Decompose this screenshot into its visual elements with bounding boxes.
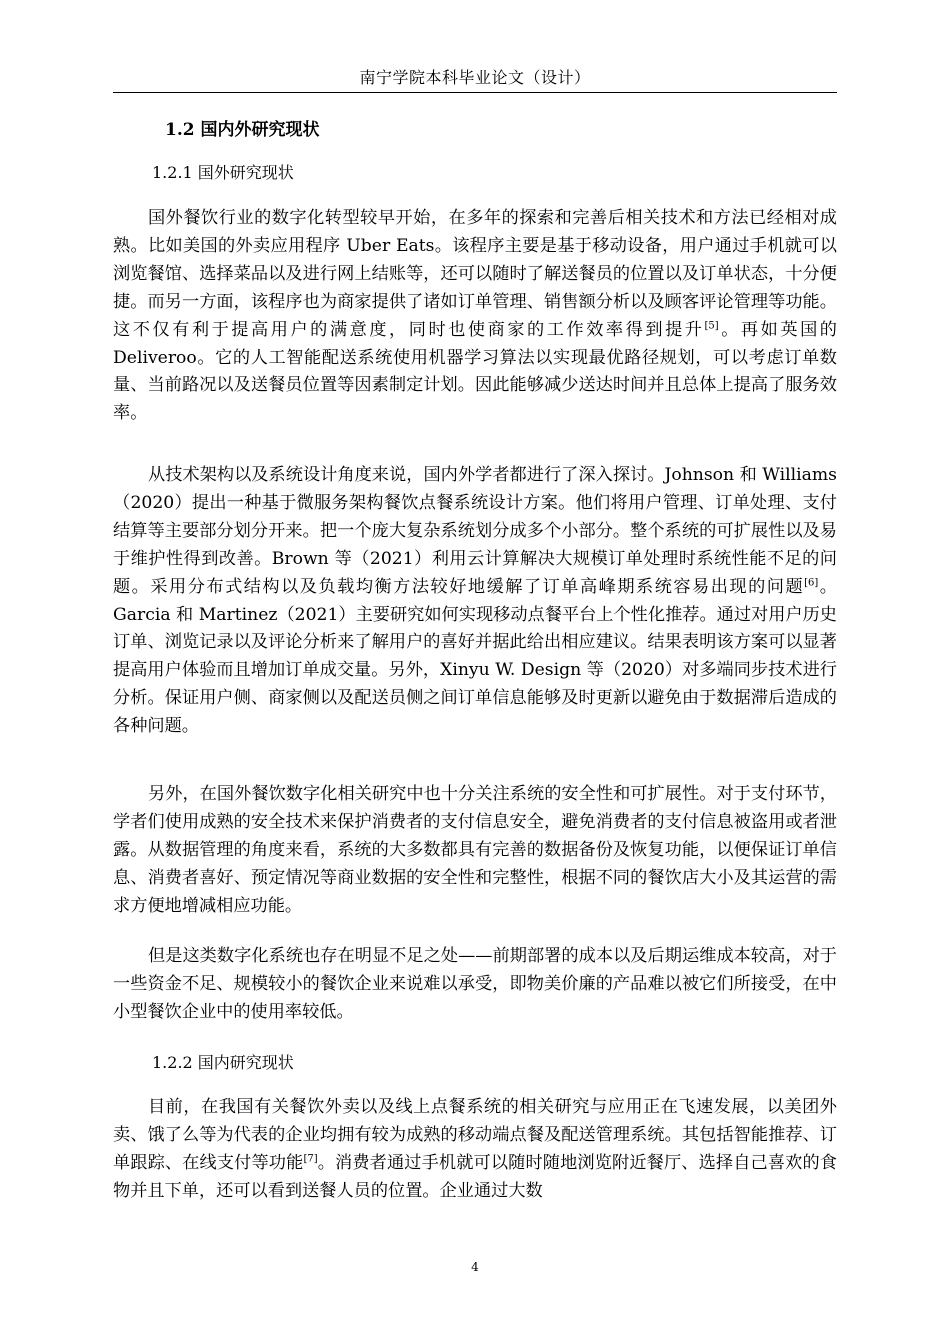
paragraph-foreign-4 xyxy=(113,943,837,1027)
paragraph-text: 国外餐饮行业的数字化转型较早开始，在多年的探索和完善后相关技术和方法已经相对成熟。比如美国的外卖应用程序 Uber Eats。该程序主要是基于移动设备，用户通过手机就可以浏览餐馆、选择菜品以及进行网上结账等，还可以随时了解送餐员的位置以及订单状态，十分便捷。而另一方面，该程序也为商家提供了诸如订单管理、销售额分析以及顾客评论管理等功能。这不仅有利于提高用户的满意度，同时也使商家的工作效率得到提升 xyxy=(113,208,837,340)
paragraph-text: 但是这类数字化系统也存在明显不足之处——前期部署的成本以及后期运维成本较高，对于一些资金不足、规模较小的餐饮企业来说难以承受，即物美价廉的产品难以被它们所接受，在中小型餐饮企业中的使用率较低。 xyxy=(113,946,837,1022)
paragraph-text: 另外，在国外餐饮数字化相关研究中也十分关注系统的安全性和可扩展性。对于支付环节，学者们使用成熟的安全技术来保护消费者的支付信息安全，避免消费者的支付信息被盗用或者泄露。从数据管理的角度来看，系统的大多数都具有完善的数据备份及恢复功能，以便保证订单信息、消费者喜好、预定情况等商业数据的安全性和完整性，根据不同的餐饮店大小及其运营的需求方便地增减相应功能。 xyxy=(113,784,837,916)
paragraph-text: 从技术架构以及系统设计角度来说，国内外学者都进行了深入探讨。Johnson 和 Williams（2020）提出一种基于微服务架构餐饮点餐系统设计方案。他们将用户管理、订单处理、支付结算等主要部分划分开来。把一个庞大复杂系统划分成多个小部分。整个系统的可扩展性以及易于维护性得到改善。Brown 等（2021）利用云计算解决大规模订单处理时系统性能不足的问题。采用分布式结构以及负载均衡方法较好地缓解了订单高峰期系统容易出现的问题 xyxy=(113,465,837,597)
paragraph-text: 。消费者通过手机就可以随时随地浏览附近餐厅、选择自己喜欢的食物并且下单，还可以看到送餐人员的位置。企业通过大数 xyxy=(113,1152,837,1201)
citation-ref: [5] xyxy=(704,319,719,331)
subsection-heading-foreign: 1.2.1 国外研究现状 xyxy=(152,163,294,182)
header-rule xyxy=(113,92,837,93)
citation-ref: [6] xyxy=(804,576,819,588)
paragraph-domestic-1 xyxy=(113,1094,837,1206)
section-heading: 1.2 国内外研究现状 xyxy=(165,120,320,140)
subsection-heading-domestic: 1.2.2 国内研究现状 xyxy=(152,1053,294,1072)
paragraph-text: 目前，在我国有关餐饮外卖以及线上点餐系统的相关研究与应用正在飞速发展，以美团外卖、饿了么等为代表的企业均拥有较为成熟的移动端点餐及配送管理系统。其包括智能推荐、订单跟踪、在线支付等功能 xyxy=(113,1097,837,1173)
paragraph-text: 。再如英国的 Deliveroo。它的人工智能配送系统使用机器学习算法以实现最优路径规划，可以考虑订单数量、当前路况以及送餐员位置等因素制定计划。因此能够减少送达时间并且总体上提高了服务效率。 xyxy=(113,319,837,424)
paragraph-text: 。Garcia 和 Martinez（2021）主要研究如何实现移动点餐平台上个性化推荐。通过对用户历史订单、浏览记录以及评论分析来了解用户的喜好并据此给出相应建议。结果表明该方案可以显著提高用户体验而且增加订单成交量。另外，Xinyu W. Design 等（2020）对多端同步技术进行分析。保证用户侧、商家侧以及配送员侧之间订单信息能够及时更新以避免由于数据滞后造成的各种问题。 xyxy=(113,576,837,737)
paragraph-foreign-1 xyxy=(113,205,837,428)
page-number: 4 xyxy=(471,1260,479,1274)
paragraph-foreign-2 xyxy=(113,462,837,741)
citation-ref: [7] xyxy=(303,1153,318,1165)
page-header: 南宁学院本科毕业论文（设计） xyxy=(359,68,591,87)
paragraph-foreign-3 xyxy=(113,781,837,921)
